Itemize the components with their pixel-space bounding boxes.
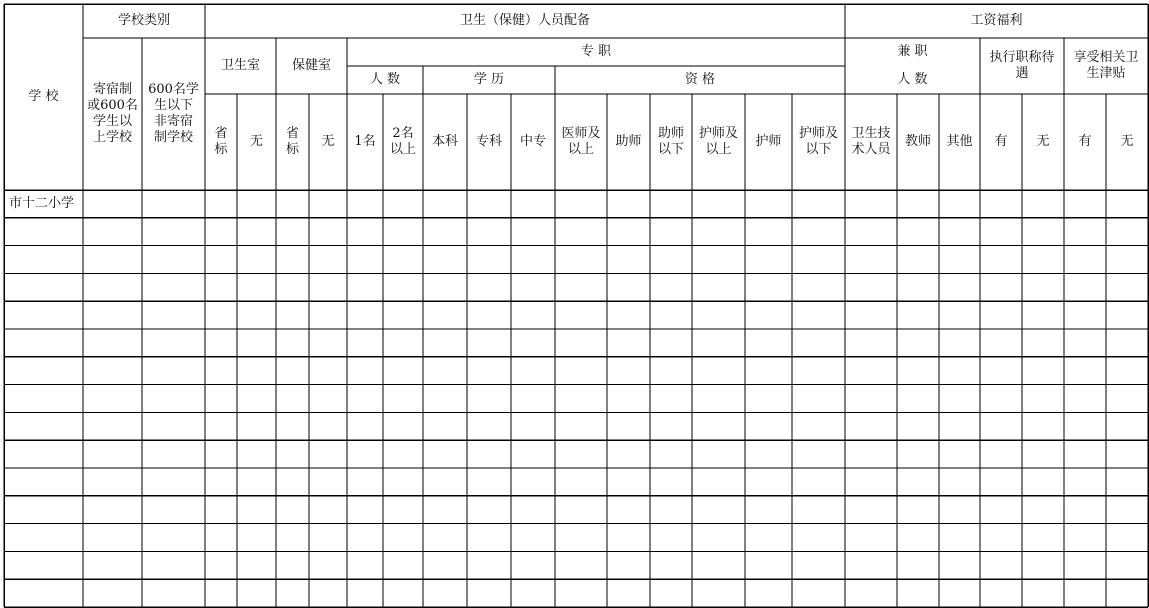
school-name-cell bbox=[4, 246, 83, 274]
header-pt-teacher: 教师 bbox=[904, 134, 931, 149]
school-name-cell bbox=[4, 468, 83, 496]
header-school-type: 学校类别 bbox=[117, 13, 170, 28]
header-q-assistant-below: 助师 以下 bbox=[657, 126, 684, 157]
header-q-nurse: 护师 bbox=[755, 134, 782, 149]
header-count-1: 1名 bbox=[354, 134, 376, 149]
header-al-yes: 有 bbox=[1078, 134, 1092, 149]
header-pt-health-tech: 卫生技 术人员 bbox=[851, 126, 891, 157]
school-name-cell bbox=[4, 551, 83, 579]
school-name-cell bbox=[4, 579, 83, 607]
header-parttime-count: 人 数 bbox=[897, 72, 928, 87]
header-parttime: 兼 职 bbox=[897, 44, 928, 59]
header-welfare: 工资福利 bbox=[970, 13, 1023, 28]
header-count-2: 2名 以上 bbox=[389, 126, 416, 157]
school-name-cell bbox=[4, 357, 83, 385]
header-health-room: 保健室 bbox=[291, 58, 331, 73]
header-allowance: 享受相关卫 生津贴 bbox=[1073, 50, 1139, 81]
header-al-no: 无 bbox=[1120, 134, 1134, 149]
school-name-cell bbox=[4, 218, 83, 246]
header-title-treatment: 执行职称待 遇 bbox=[989, 50, 1055, 81]
header-edu-secondary: 中专 bbox=[519, 134, 546, 149]
header-q-nurse-below: 护师及 以下 bbox=[798, 126, 838, 157]
header-clinic-none: 无 bbox=[249, 134, 263, 149]
header-qualification: 资 格 bbox=[684, 72, 716, 87]
header-health-std: 省 标 bbox=[285, 126, 299, 157]
school-name-cell bbox=[4, 273, 83, 301]
header-clinic-std: 省 标 bbox=[214, 126, 228, 157]
header-q-assistant: 助师 bbox=[615, 134, 642, 149]
school-name-cell bbox=[4, 329, 83, 357]
school-name-cell bbox=[4, 524, 83, 552]
header-q-nurse-above: 护师及 以上 bbox=[698, 126, 738, 157]
header-education: 学 历 bbox=[473, 72, 505, 87]
header-q-doctor: 医师及 以上 bbox=[561, 126, 601, 157]
school-name-cell: 市十二小学 bbox=[9, 195, 75, 211]
header-edu-college: 专科 bbox=[475, 134, 502, 149]
school-name-cell bbox=[4, 496, 83, 524]
header-boarding-type: 寄宿制 或600名 学生以 上学校 bbox=[87, 82, 138, 145]
header-fulltime: 专 职 bbox=[580, 44, 612, 59]
school-name-cell bbox=[4, 440, 83, 468]
school-name-cell bbox=[4, 301, 83, 329]
header-non-boarding-type: 600名学 生以下 非寄宿 制学校 bbox=[148, 82, 199, 145]
header-clinic: 卫生室 bbox=[220, 58, 260, 73]
header-count: 人 数 bbox=[369, 72, 401, 87]
header-staffing: 卫生（保健）人员配备 bbox=[459, 13, 590, 28]
header-tt-yes: 有 bbox=[994, 134, 1008, 149]
school-name-cell bbox=[4, 385, 83, 413]
header-edu-bachelor: 本科 bbox=[431, 134, 458, 149]
header-pt-other: 其他 bbox=[946, 134, 973, 149]
header-health-none: 无 bbox=[321, 134, 335, 149]
school-name-cell bbox=[4, 412, 83, 440]
header-tt-no: 无 bbox=[1036, 134, 1050, 149]
header-school: 学 校 bbox=[28, 89, 59, 104]
